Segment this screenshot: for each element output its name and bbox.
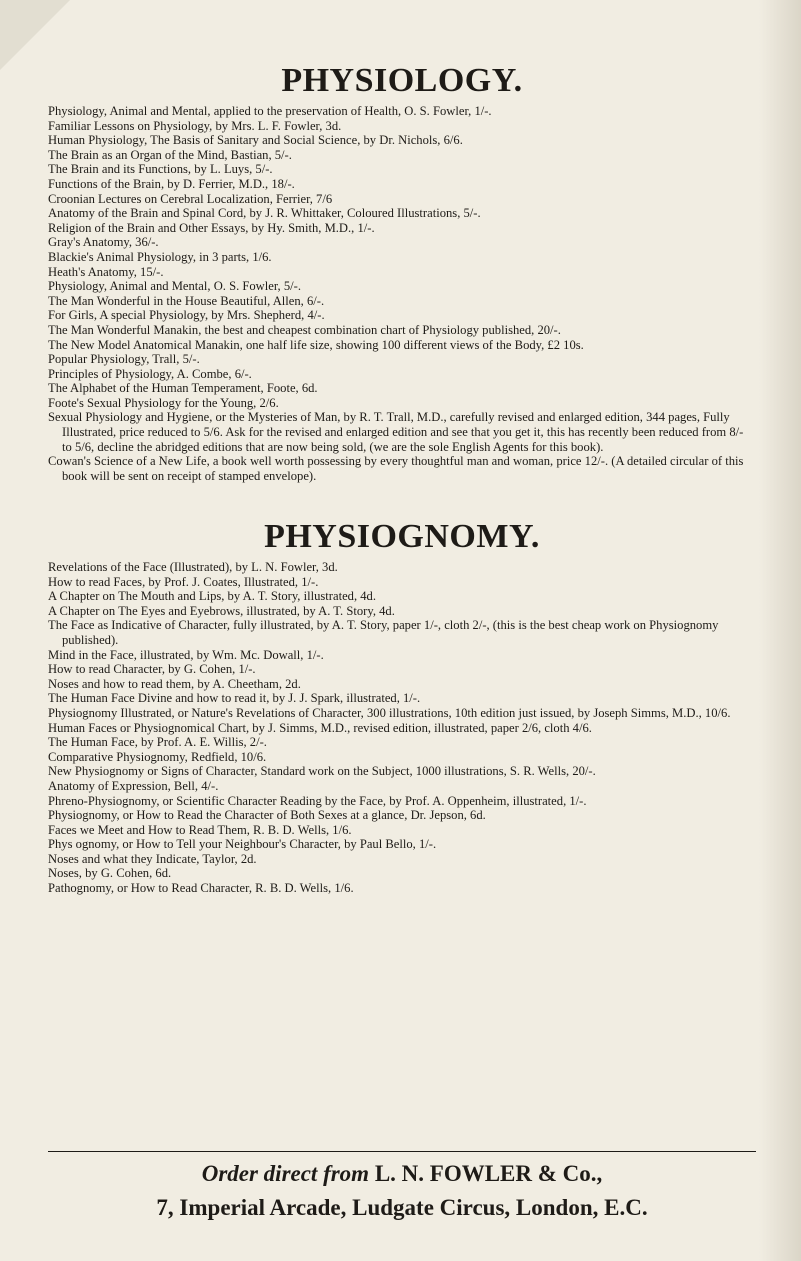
- physiognomy-list-item: The Face as Indicative of Character, fully illustrated, by A. T. Story, paper 1/-, cloth 2/-, (this is the best cheap work on Physiognomy published).: [48, 618, 719, 647]
- firm-address: 7, Imperial Arcade, Ludgate Circus, London, E.C.: [156, 1195, 648, 1220]
- physiology-list-item: The Alphabet of the Human Temperament, Foote, 6d.: [48, 381, 318, 396]
- physiognomy-list-item: A Chapter on The Eyes and Eyebrows, illustrated, by A. T. Story, 4d.: [48, 603, 395, 618]
- physiology-list-item: Human Physiology, The Basis of Sanitary and Social Science, by Dr. Nichols, 6/6.: [48, 133, 463, 148]
- physiology-list-item: The Brain and its Functions, by L. Luys, 5/-.: [48, 162, 273, 177]
- physiognomy-list-item: How to read Character, by G. Cohen, 1/-.: [48, 662, 256, 677]
- physiology-list-item: Religion of the Brain and Other Essays, by Hy. Smith, M.D., 1/-.: [48, 220, 375, 235]
- footer-rule: [48, 1151, 756, 1152]
- binding-gutter-shadow: [759, 0, 801, 1261]
- physiology-list-item: Gray's Anatomy, 36/-.: [48, 235, 159, 250]
- physiology-list-item: Cowan's Science of a New Life, a book well worth possessing by every thoughtful man and woman, price 12/-. (A detailed circular of this book will be sent on receipt of stamped envelope).: [48, 454, 744, 483]
- physiognomy-list-item: A Chapter on The Mouth and Lips, by A. T. Story, illustrated, 4d.: [48, 589, 376, 604]
- physiognomy-list-item: Mind in the Face, illustrated, by Wm. Mc. Dowall, 1/-.: [48, 647, 324, 662]
- physiology-list-item: The Man Wonderful Manakin, the best and cheapest combination chart of Physiology published, 20/-.: [48, 322, 561, 337]
- physiognomy-list-item: The Human Face, by Prof. A. E. Willis, 2/-.: [48, 735, 267, 750]
- physiognomy-list-item: The Human Face Divine and how to read it, by J. J. Spark, illustrated, 1/-.: [48, 691, 421, 706]
- physiognomy-list: [48, 560, 756, 896]
- physiognomy-list-item: How to read Faces, by Prof. J. Coates, Illustrated, 1/-.: [48, 574, 319, 589]
- physiology-list-item: Physiology, Animal and Mental, O. S. Fowler, 5/-.: [48, 279, 301, 294]
- order-text: Order direct from: [201, 1161, 370, 1186]
- physiology-list-item: The Man Wonderful in the House Beautiful, Allen, 6/-.: [48, 293, 325, 308]
- physiognomy-list-item: Pathognomy, or How to Read Character, R. B. D. Wells, 1/6.: [48, 881, 354, 896]
- physiognomy-heading: PHYSIOGNOMY.: [264, 518, 540, 555]
- physiognomy-list-item: New Physiognomy or Signs of Character, Standard work on the Subject, 1000 illustrations, S. R. Wells, 20/-.: [48, 764, 596, 779]
- physiology-list-item: The Brain as an Organ of the Mind, Bastian, 5/-.: [48, 147, 292, 162]
- physiology-list-item: The New Model Anatomical Manakin, one half life size, showing 100 different views of the Body, £2 10s.: [48, 337, 584, 352]
- physiology-list-item: Sexual Physiology and Hygiene, or the Mysteries of Man, by R. T. Trall, M.D., carefully revised and enlarged edition, 344 pages, Fully Illustrated, price reduced to 5/6. Ask for the revised and enlarged edition and see that you get it, this has recently been reduced from 8/- to 5/6, decline the abridged editions that are now being sold, (we are the sole English Agents for this book).: [48, 410, 744, 454]
- physiognomy-list-item: Physiognomy Illustrated, or Nature's Revelations of Character, 300 illustrations, 10th edition just issued, by Joseph Simms, M.D., 10/6.: [48, 705, 731, 720]
- physiology-list-item: Blackie's Animal Physiology, in 3 parts, 1/6.: [48, 249, 272, 264]
- physiognomy-list-item: Noses and what they Indicate, Taylor, 2d.: [48, 851, 257, 866]
- physiognomy-list-item: Faces we Meet and How to Read Them, R. B. D. Wells, 1/6.: [48, 822, 352, 837]
- order-line: [48, 1162, 756, 1185]
- physiognomy-list-item: Phreno-Physiognomy, or Scientific Character Reading by the Face, by Prof. A. Oppenheim, illustrated, 1/-.: [48, 793, 587, 808]
- physiology-list-item: Heath's Anatomy, 15/-.: [48, 264, 164, 279]
- physiognomy-list-item: Human Faces or Physiognomical Chart, by J. Simms, M.D., revised edition, illustrated, paper 2/6, cloth 4/6.: [48, 720, 592, 735]
- physiology-list-item: Anatomy of the Brain and Spinal Cord, by J. R. Whittaker, Coloured Illustrations, 5/-.: [48, 206, 481, 221]
- physiognomy-list-item: Noses and how to read them, by A. Cheetham, 2d.: [48, 676, 301, 691]
- physiognomy-list-item: Physiognomy, or How to Read the Character of Both Sexes at a glance, Dr. Jepson, 6d.: [48, 808, 486, 823]
- firm-name: L. N. FOWLER & Co.,: [374, 1161, 603, 1186]
- physiology-list-item: Popular Physiology, Trall, 5/-.: [48, 352, 200, 367]
- physiognomy-list-item: Revelations of the Face (Illustrated), by L. N. Fowler, 3d.: [48, 560, 338, 574]
- physiology-heading: PHYSIOLOGY.: [281, 62, 523, 99]
- physiognomy-list-item: Noses, by G. Cohen, 6d.: [48, 866, 172, 881]
- physiognomy-list-item: Comparative Physiognomy, Redfield, 10/6.: [48, 749, 267, 764]
- physiology-list-item: Foote's Sexual Physiology for the Young, 2/6.: [48, 395, 279, 410]
- physiognomy-list-item: Phys ognomy, or How to Tell your Neighbour's Character, by Paul Bello, 1/-.: [48, 837, 437, 852]
- physiognomy-list-item: Anatomy of Expression, Bell, 4/-.: [48, 778, 219, 793]
- physiology-list: [48, 104, 756, 483]
- physiology-list-item: Physiology, Animal and Mental, applied to the preservation of Health, O. S. Fowler, 1/-.: [48, 104, 492, 118]
- physiology-list-item: Principles of Physiology, A. Combe, 6/-.: [48, 366, 252, 381]
- physiology-list-item: Functions of the Brain, by D. Ferrier, M.D., 18/-.: [48, 176, 295, 191]
- physiology-list-item: Familiar Lessons on Physiology, by Mrs. L. F. Fowler, 3d.: [48, 118, 342, 133]
- page-corner-shadow: [0, 0, 70, 70]
- physiology-list-item: Croonian Lectures on Cerebral Localization, Ferrier, 7/6: [48, 191, 333, 206]
- physiology-list-item: For Girls, A special Physiology, by Mrs. Shepherd, 4/-.: [48, 308, 325, 323]
